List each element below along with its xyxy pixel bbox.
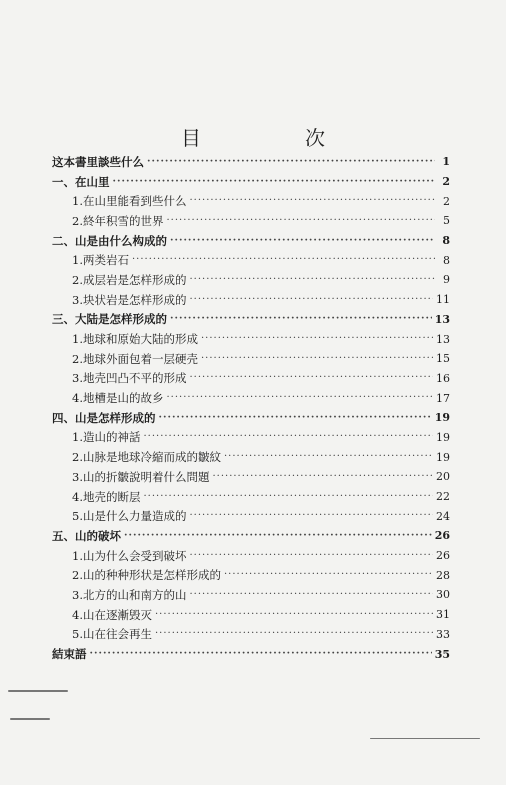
toc-subsection-entry bbox=[52, 349, 450, 369]
toc-entry-label: 一、在山里 bbox=[52, 174, 110, 189]
toc-page-number: 22 bbox=[436, 490, 450, 504]
toc-entry-label: 5.山在往会再生 bbox=[72, 627, 152, 642]
toc-entry-label: 三、大陆是怎样形成的 bbox=[52, 312, 167, 327]
toc-page-number: 24 bbox=[436, 509, 450, 523]
toc-entry-label: 2.山的种种形状是怎样形成的 bbox=[72, 568, 221, 583]
toc-entry-label: 5.山是什么力量造成的 bbox=[72, 509, 187, 524]
table-of-contents bbox=[52, 152, 450, 664]
page-title: 目 次 bbox=[181, 126, 367, 150]
toc-subsection-entry bbox=[52, 211, 450, 231]
dot-leader bbox=[224, 452, 433, 462]
toc-entry-label: 2.終年积雪的世界 bbox=[72, 213, 164, 228]
toc-subsection-entry bbox=[52, 290, 450, 310]
toc-page-number: 15 bbox=[436, 352, 450, 366]
toc-section-entry bbox=[52, 644, 450, 664]
dot-leader bbox=[170, 236, 435, 246]
dot-leader bbox=[189, 590, 433, 600]
dot-leader bbox=[155, 610, 433, 620]
toc-subsection-entry bbox=[52, 191, 450, 211]
toc-page-number: 2 bbox=[443, 194, 450, 208]
toc-page-number: 33 bbox=[436, 627, 450, 641]
toc-page-number: 13 bbox=[434, 312, 450, 326]
toc-page-number: 11 bbox=[436, 293, 450, 307]
toc-page-number: 35 bbox=[434, 647, 450, 661]
dot-leader bbox=[124, 531, 432, 541]
dot-leader bbox=[147, 157, 435, 167]
dot-leader bbox=[189, 551, 433, 561]
toc-subsection-entry bbox=[52, 270, 450, 290]
toc-subsection-entry bbox=[52, 250, 450, 270]
toc-section-entry bbox=[52, 172, 450, 192]
dot-leader bbox=[90, 649, 432, 659]
dot-leader bbox=[132, 255, 435, 265]
toc-subsection-entry bbox=[52, 565, 450, 585]
dot-leader bbox=[155, 629, 433, 639]
toc-entry-label: 二、山是由什么构成的 bbox=[52, 233, 167, 248]
dot-leader bbox=[212, 472, 433, 482]
scan-smudge bbox=[10, 718, 50, 720]
dot-leader bbox=[113, 177, 436, 187]
toc-page-number: 17 bbox=[436, 391, 450, 405]
toc-entry-label: 1.造山的神話 bbox=[72, 430, 141, 445]
toc-page-number: 16 bbox=[436, 371, 450, 385]
toc-page-number: 2 bbox=[442, 175, 450, 189]
toc-section-entry bbox=[52, 310, 450, 330]
toc-section-entry bbox=[52, 526, 450, 546]
toc-page-number: 1 bbox=[442, 155, 450, 169]
dot-leader bbox=[159, 413, 432, 423]
dot-leader bbox=[224, 570, 433, 580]
dot-leader bbox=[189, 275, 435, 285]
toc-section-entry bbox=[52, 231, 450, 251]
toc-entry-label: 五、山的破坏 bbox=[52, 528, 121, 543]
toc-entry-label: 1.地球和原始大陆的形成 bbox=[72, 332, 198, 347]
toc-subsection-entry bbox=[52, 428, 450, 448]
toc-page-number: 19 bbox=[434, 411, 450, 425]
toc-entry-label: 3.山的折皺說明着什么問題 bbox=[72, 469, 210, 484]
toc-page-number: 26 bbox=[434, 529, 450, 543]
toc-entry-label: 1.在山里能看到些什么 bbox=[72, 194, 187, 209]
dot-leader bbox=[189, 295, 433, 305]
dot-leader bbox=[143, 492, 433, 502]
toc-entry-label: 4.地壳的断层 bbox=[72, 489, 141, 504]
toc-entry-label: 这本書里談些什么 bbox=[52, 154, 144, 169]
toc-page-number: 5 bbox=[443, 214, 450, 228]
toc-page-number: 19 bbox=[436, 430, 450, 444]
dot-leader bbox=[143, 432, 433, 442]
toc-page-number: 20 bbox=[436, 470, 450, 484]
toc-subsection-entry bbox=[52, 625, 450, 645]
scan-smudge bbox=[370, 738, 480, 739]
toc-entry-label: 4.山在逐漸毁灭 bbox=[72, 607, 152, 622]
toc-section-entry bbox=[52, 408, 450, 428]
toc-entry-label: 2.成层岩是怎样形成的 bbox=[72, 272, 187, 287]
toc-subsection-entry bbox=[52, 546, 450, 566]
toc-subsection-entry bbox=[52, 369, 450, 389]
toc-entry-label: 4.地槽是山的故乡 bbox=[72, 391, 164, 406]
dot-leader bbox=[201, 334, 433, 344]
toc-entry-label: 四、山是怎样形成的 bbox=[52, 410, 156, 425]
toc-entry-label: 3.块状岩是怎样形成的 bbox=[72, 292, 187, 307]
toc-page-number: 9 bbox=[443, 273, 450, 287]
dot-leader bbox=[189, 511, 433, 521]
toc-entry-label: 3.北方的山和南方的山 bbox=[72, 587, 187, 602]
toc-entry-label: 1.两类岩石 bbox=[72, 253, 129, 268]
toc-page-number: 19 bbox=[436, 450, 450, 464]
toc-page-number: 30 bbox=[436, 588, 450, 602]
scan-smudge bbox=[8, 690, 68, 692]
toc-section-entry bbox=[52, 152, 450, 172]
toc-subsection-entry bbox=[52, 388, 450, 408]
toc-page-number: 8 bbox=[443, 253, 450, 267]
toc-subsection-entry bbox=[52, 605, 450, 625]
toc-entry-label: 2.地球外面包着一层硬壳 bbox=[72, 351, 198, 366]
toc-entry-label: 3.地壳凹凸不平的形成 bbox=[72, 371, 187, 386]
toc-page-number: 28 bbox=[436, 568, 450, 582]
toc-page-number: 31 bbox=[436, 608, 450, 622]
toc-subsection-entry bbox=[52, 467, 450, 487]
dot-leader bbox=[166, 393, 433, 403]
toc-entry-label: 2.山脉是地球冷縮而成的皺紋 bbox=[72, 450, 221, 465]
toc-subsection-entry bbox=[52, 447, 450, 467]
toc-subsection-entry bbox=[52, 487, 450, 507]
toc-page-number: 8 bbox=[442, 234, 450, 248]
dot-leader bbox=[189, 196, 435, 206]
toc-page-number: 13 bbox=[436, 332, 450, 346]
dot-leader bbox=[170, 314, 432, 324]
dot-leader bbox=[201, 354, 433, 364]
toc-entry-label: 1.山为什么会受到破坏 bbox=[72, 548, 187, 563]
dot-leader bbox=[166, 216, 435, 226]
toc-page-number: 26 bbox=[436, 549, 450, 563]
toc-subsection-entry bbox=[52, 585, 450, 605]
toc-entry-label: 結束語 bbox=[52, 647, 87, 662]
dot-leader bbox=[189, 373, 433, 383]
toc-subsection-entry bbox=[52, 329, 450, 349]
toc-subsection-entry bbox=[52, 506, 450, 526]
